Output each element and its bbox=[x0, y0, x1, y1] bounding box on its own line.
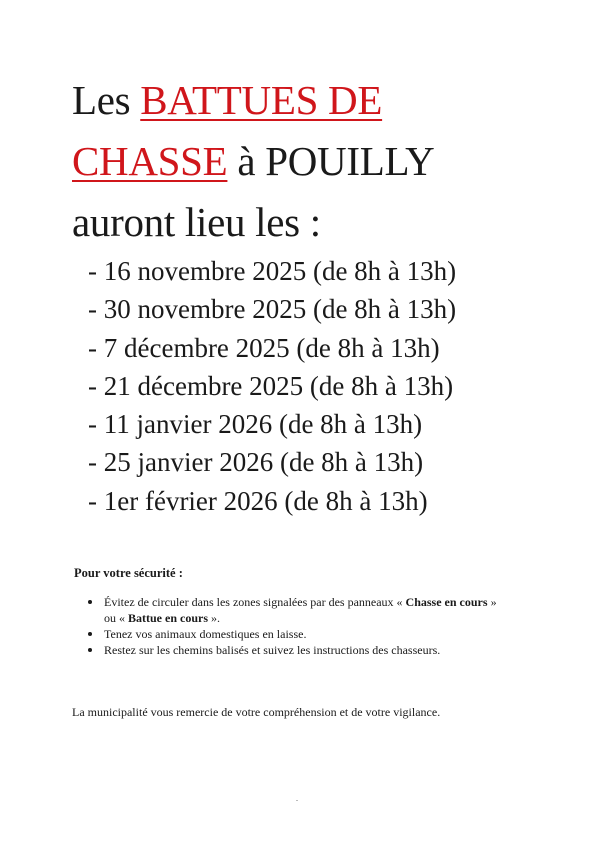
title-line3: auront lieu les : bbox=[72, 199, 321, 245]
safety-list bbox=[88, 594, 498, 658]
safety-item-text: Tenez vos animaux domestiques en laisse. bbox=[104, 627, 307, 641]
safety-item bbox=[88, 594, 498, 626]
safety-item-text: Restez sur les chemins balisés et suivez les instructions des chasseurs. bbox=[104, 643, 441, 657]
safety-item-text: Évitez de circuler dans les zones signalées par des panneaux « bbox=[104, 595, 406, 609]
safety-item bbox=[88, 642, 498, 658]
hunt-date-item: - 25 janvier 2026 (de 8h à 13h) bbox=[88, 447, 424, 478]
safety-item-bold: Battue en cours bbox=[128, 611, 208, 625]
hunt-date-item: - 21 décembre 2025 (de 8h à 13h) bbox=[88, 370, 454, 401]
hunt-dates-list bbox=[88, 252, 456, 520]
safety-item-bold: Chasse en cours bbox=[405, 595, 488, 609]
title-location: à POUILLY bbox=[227, 138, 435, 184]
hunt-date-item: - 30 novembre 2025 (de 8h à 13h) bbox=[88, 294, 457, 325]
safety-heading: Pour votre sécurité : bbox=[74, 566, 183, 580]
title-highlight-line1: BATTUES DE bbox=[140, 77, 383, 123]
scan-speck bbox=[296, 800, 298, 801]
safety-item bbox=[88, 626, 498, 642]
hunt-date-item: - 11 janvier 2026 (de 8h à 13h) bbox=[88, 409, 423, 440]
closing-message: La municipalité vous remercie de votre compréhension et de votre vigilance. bbox=[72, 705, 441, 719]
hunt-date-item: - 1er février 2026 (de 8h à 13h) bbox=[88, 485, 428, 516]
bullet-icon bbox=[88, 600, 92, 604]
hunt-date-item: - 16 novembre 2025 (de 8h à 13h) bbox=[88, 256, 457, 286]
safety-item-text: ». bbox=[208, 611, 220, 625]
bullet-icon bbox=[88, 648, 92, 652]
title-prefix: Les bbox=[72, 77, 141, 123]
notice-title bbox=[72, 70, 572, 253]
hunt-date-item: - 7 décembre 2025 (de 8h à 13h) bbox=[88, 332, 440, 363]
safety-item-text: » ou « bbox=[104, 595, 497, 625]
bullet-icon bbox=[88, 632, 92, 636]
title-highlight-line2: CHASSE bbox=[72, 138, 228, 184]
